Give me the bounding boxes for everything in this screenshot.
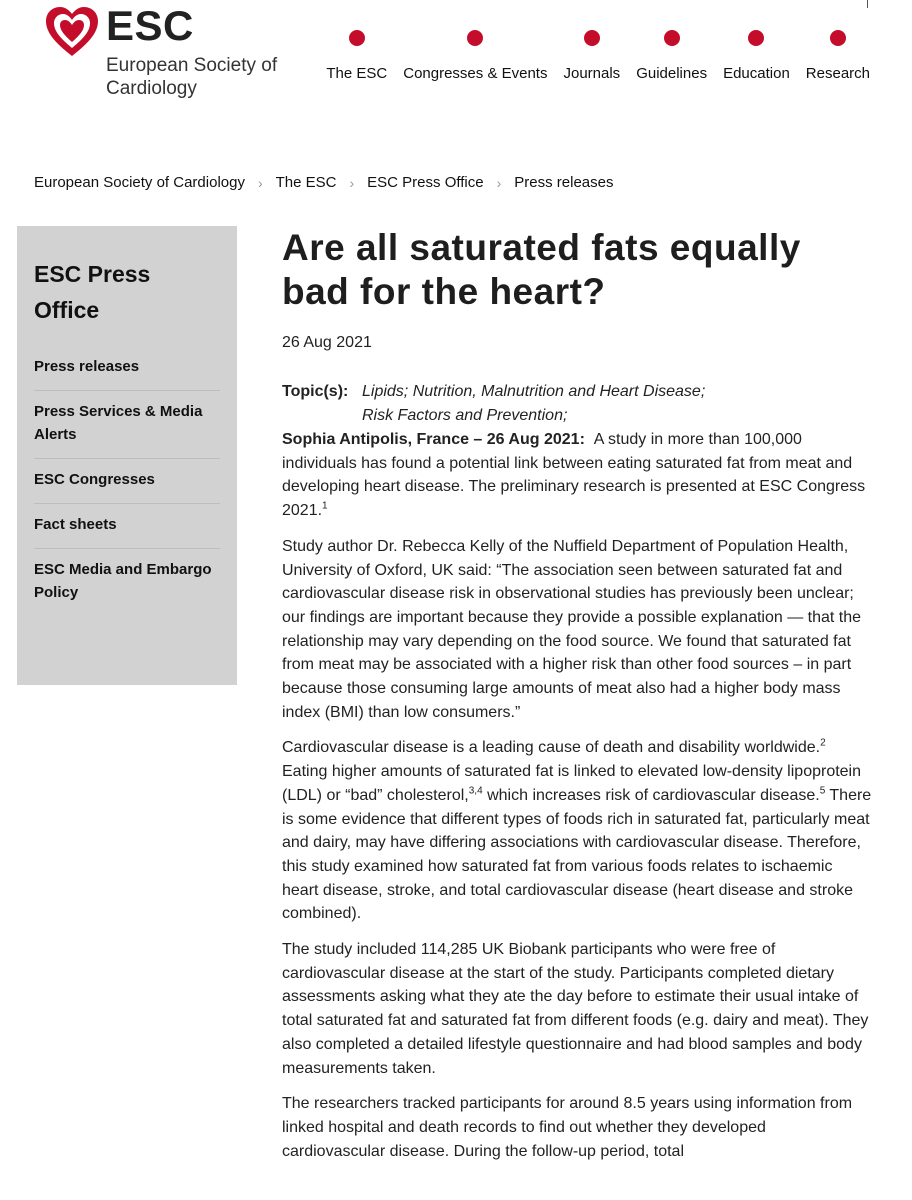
breadcrumb-link-the-esc[interactable]: The ESC: [275, 174, 337, 191]
article-paragraph: The study included 114,285 UK Biobank participants who were free of cardiovascular disease at the start of the study. Participants completed dietary assessments asking what they ate the day before to estimate their usual intake of total saturated fat and saturated fat from different foods (e.g. dairy and meat). They also completed a detailed lifestyle questionnaire and had blood samples and body measurements taken.: [282, 941, 869, 1077]
nav-congresses-events[interactable]: [403, 30, 547, 82]
footnote-ref[interactable]: 2: [820, 738, 826, 750]
nav-label: Research: [805, 65, 870, 82]
topics-label: Topic(s):: [282, 383, 349, 400]
topics-list: [362, 380, 705, 428]
paragraph-text: Cardiovascular disease is a leading cause of death and disability worldwide.: [282, 739, 821, 757]
footnote-ref[interactable]: 5: [819, 785, 826, 797]
article-topics: [282, 380, 872, 428]
main-nav: [326, 30, 870, 82]
paragraph-text: Eating higher amounts of saturated fat is linked to elevated low-density lipoprotein (LDL) or “bad” cholesterol,: [282, 763, 862, 804]
corner-divider: [867, 0, 868, 8]
footnote-ref[interactable]: 3,4: [468, 785, 483, 797]
paragraph-text: There is some evidence that different types of foods rich in saturated fat, particularly meat and dairy, may have differing associations with cardiovascular disease. Therefore, this study examined how saturated fat from various foods relates to ischaemic heart disease, stroke, and total cardiovascular disease (heart disease and stroke combined).: [282, 786, 872, 923]
nav-dot-icon: [830, 30, 846, 46]
breadcrumb-link-esc[interactable]: European Society of Cardiology: [34, 174, 245, 191]
sidebar-item-press-releases[interactable]: Press releases: [34, 346, 220, 391]
chevron-right-icon: ›: [496, 174, 502, 191]
article-paragraph: [282, 428, 872, 523]
paragraph-text: A study in more than 100,000 individuals has found a potential link between eating saturated fat from meat and developing heart disease. The preliminary research is presented at ESC Congress 2021.: [282, 431, 866, 520]
heart-logo-icon: [44, 6, 100, 58]
esc-logo[interactable]: [44, 2, 278, 100]
article-date: 26 Aug 2021: [282, 334, 372, 351]
footnote-ref[interactable]: 1: [322, 500, 328, 512]
dateline: Sophia Antipolis, France – 26 Aug 2021:: [282, 431, 585, 448]
nav-label: Education: [723, 65, 790, 82]
nav-guidelines[interactable]: [636, 30, 707, 82]
chevron-right-icon: ›: [257, 174, 263, 191]
sidebar-item-press-services[interactable]: Press Services & Media Alerts: [34, 391, 220, 459]
sidebar-item-esc-congresses[interactable]: ESC Congresses: [34, 459, 220, 504]
nav-label: Guidelines: [636, 65, 708, 82]
nav-dot-icon: [584, 30, 600, 46]
sidebar-item-embargo-policy[interactable]: ESC Media and Embargo Policy: [34, 561, 212, 601]
article-paragraph: [282, 736, 872, 926]
sidebar-title: ESC Press Office: [34, 261, 151, 323]
article-paragraph: The researchers tracked participants for around 8.5 years using information from linked hospital and death records to find out whether they developed cardiovascular disease. During the follow-up period, total: [282, 1095, 853, 1160]
breadcrumb-link-press-releases[interactable]: Press releases: [514, 174, 614, 191]
nav-dot-icon: [664, 30, 680, 46]
topic-link[interactable]: Risk Factors and Prevention;: [362, 407, 568, 424]
logo-name: European Society of Cardiology: [106, 55, 278, 99]
nav-dot-icon: [748, 30, 764, 46]
breadcrumb-link-press-office[interactable]: ESC Press Office: [367, 174, 484, 191]
logo-acronym: ESC: [106, 2, 194, 49]
nav-research[interactable]: [806, 30, 870, 82]
sidebar-menu: [34, 346, 220, 616]
nav-dot-icon: [467, 30, 483, 46]
breadcrumb: [34, 174, 614, 191]
nav-label: Journals: [563, 65, 621, 82]
sidebar: [17, 226, 237, 685]
nav-label: The ESC: [326, 65, 388, 82]
site-header: [0, 0, 912, 140]
nav-dot-icon: [349, 30, 365, 46]
nav-label: Congresses & Events: [403, 65, 548, 82]
sidebar-item-fact-sheets[interactable]: Fact sheets: [34, 504, 220, 549]
article: [282, 226, 872, 1175]
page-title: Are all saturated fats equally bad for the heart?: [282, 227, 801, 312]
nav-the-esc[interactable]: [326, 30, 387, 82]
nav-journals[interactable]: [563, 30, 620, 82]
paragraph-text: which increases risk of cardiovascular disease.: [482, 786, 820, 804]
chevron-right-icon: ›: [349, 174, 355, 191]
topic-link[interactable]: Lipids; Nutrition, Malnutrition and Heart Disease;: [362, 383, 706, 400]
article-paragraph: Study author Dr. Rebecca Kelly of the Nuffield Department of Population Health, University of Oxford, UK said: “The association seen between saturated fat and cardiovascular disease risk in observational studies has previously been unclear; our findings are important because they provide a possible explanation — that the relationship may vary depending on the food source. We found that saturated fat from meat may be associated with a higher risk than other food sources – in part because those consuming large amounts of meat also had a higher body mass index (BMI) than low consumers.”: [282, 537, 862, 721]
nav-education[interactable]: [723, 30, 790, 82]
